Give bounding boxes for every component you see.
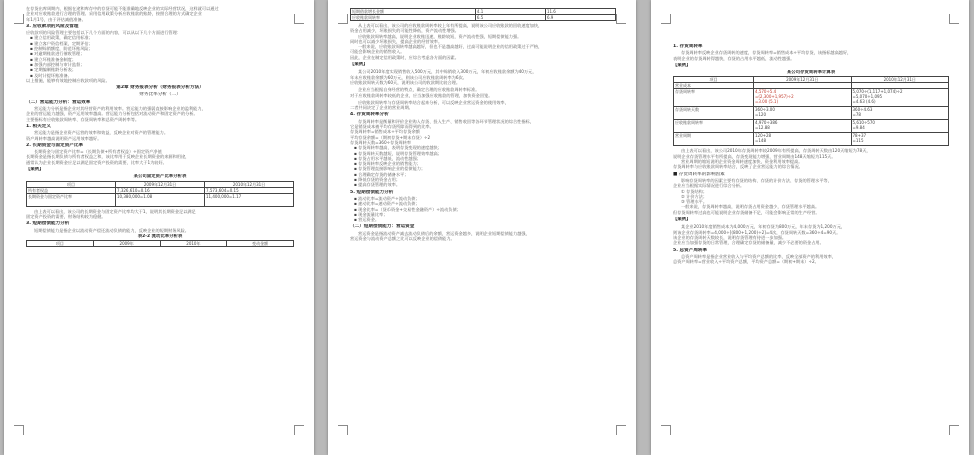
table-header: 2009年12月31日 bbox=[754, 77, 852, 83]
crop-mark bbox=[294, 425, 304, 435]
paragraph-line: 该企业的存货周转天数较长，说明存货管理有待进一步加强。 bbox=[673, 234, 787, 240]
paragraph-line: 同时也可以减少坏账损失，提高企业的经营效率。 bbox=[350, 38, 443, 44]
list-item: ▪ 存货占用水平越低，流动性越强； bbox=[350, 156, 616, 161]
table-cell: 6.9 bbox=[545, 15, 615, 21]
table-cell: 4,970÷386 =12.88 bbox=[754, 120, 852, 133]
table-cell: 短期借款增长金额 bbox=[351, 9, 476, 15]
paragraph-line: 存货周转率反映企业存货周转的速度，存货周转率=销售成本÷平均存货，该指标越高越好， bbox=[681, 50, 852, 56]
paragraph-line: 说明企业存货管理水平有所提高，存货变现能力增强，营业周期由148天缩短为115天。 bbox=[673, 153, 836, 159]
table-cell: 4,570÷5.4 =(2,300+1,957)÷2 =3.00 (5.1) bbox=[754, 89, 852, 107]
paragraph-line: 资金占用减少，坏账损失的可能性降低，资产流动性增强。 bbox=[350, 28, 459, 34]
crop-mark bbox=[338, 14, 348, 24]
paragraph-line: 二者共同决定了企业的营业周期。 bbox=[350, 105, 413, 111]
table-cell: 360÷4.63 =78 bbox=[851, 107, 949, 120]
table-row bbox=[351, 15, 616, 21]
paragraph-line: 存货周转率=销售成本÷平均存货余额 bbox=[350, 129, 420, 135]
paragraph-line: 企业应当加强存货的日常管理，合理确定存货的储备量，减少不必要的资金占用。 bbox=[673, 240, 824, 246]
table-cell: 应收账款周转率 bbox=[674, 120, 754, 133]
list-item: ③ 管理水平。 bbox=[681, 199, 708, 205]
table-header: 2010年12月31日 bbox=[851, 77, 949, 83]
list-item: ▪ 存货周转率反映企业的销售能力； bbox=[350, 161, 616, 166]
list-item: ▪ 存货周转率越高，表明存货变现的速度越快； bbox=[350, 145, 616, 150]
table-cell: 所有者权益 bbox=[27, 187, 116, 193]
example-tag: 【案例】 bbox=[673, 62, 691, 68]
table-cell: 7,326,610=0.16 bbox=[116, 187, 205, 193]
crop-mark bbox=[14, 425, 24, 435]
paragraph-line: 应收款项的风险管理主要包括以下几个方面的内容，可以从以下几个方面进行管理： bbox=[26, 30, 181, 36]
paragraph-line: 总资产周转率=营业收入÷平均资产总额，平均资产总额=（期初+期末）÷2。 bbox=[673, 259, 819, 265]
list-item: ▪ 现金流量比率； bbox=[350, 212, 616, 217]
paragraph-line: 企业应当根据实际情况进行综合分析。 bbox=[673, 183, 745, 189]
paragraph-line: 长期资金是指长期负债与所有者权益之和，该比率用于反映企业长期资金的来源和用途， bbox=[26, 154, 190, 160]
table-cell: 存货周转天数 bbox=[674, 107, 754, 120]
paragraph-line: 主要指标有应收账款周转率、存货周转率和总资产周转率等。 bbox=[26, 116, 140, 122]
table-cell: 5,610÷570 =9.84 bbox=[851, 120, 949, 133]
table-cell: 长期资金与固定资产比率 bbox=[27, 193, 116, 206]
table-cell: 营业周期 bbox=[674, 133, 754, 146]
paragraph-line: 企业对应收账款进行合理的管理。采用信用政策分析应收账款的账龄，按照合理的方式确定企业 bbox=[26, 11, 202, 17]
list-item: ▪ 控制赊销额度，防范坏账风险； bbox=[26, 46, 294, 51]
crop-mark bbox=[661, 425, 671, 435]
list-item: ▪ 营运资金。 bbox=[350, 217, 616, 222]
paragraph-line: 固定资产投资的需要，财务结构较为稳健。 bbox=[26, 213, 106, 219]
crop-mark bbox=[661, 14, 671, 24]
paragraph-line: 存货周转率与应收账款周转率结合，反映了企业营运能力的综合情况。 bbox=[673, 164, 803, 170]
paragraph-line: 年末应收账款余额为60万元，则该公司应收账款周转率为6次。 bbox=[350, 74, 467, 80]
table-header: 项目 bbox=[27, 241, 94, 247]
table-row bbox=[674, 133, 949, 146]
paragraph-line: 短期偿债能力是指企业以流动资产偿还流动负债的能力，反映企业的短期财务风险。 bbox=[34, 227, 189, 233]
table-row bbox=[27, 193, 294, 206]
paragraph-line: 由上表可以看出，该公司的长期资金与固定资产比率均大于1，说明其长期资金足以满足 bbox=[34, 208, 196, 214]
table-header: 2010年12月31日 bbox=[205, 181, 294, 187]
table-header: 2009年 bbox=[93, 241, 160, 247]
paragraph-line: 企业应当根据自身经营的特点，确定合理的应收账款周转率标准。 bbox=[358, 87, 480, 93]
example-tag: 【案例】 bbox=[350, 62, 368, 68]
inventory-turnover-table bbox=[673, 76, 949, 146]
paragraph-line: 应收账款周转天数为60天，说明该公司的收款期比较合理。 bbox=[350, 79, 461, 85]
table-caption: 表2-2 流动比率分析表 bbox=[137, 233, 183, 239]
table-row bbox=[674, 89, 949, 107]
document-page-2 bbox=[328, 0, 636, 455]
paragraph-line: 因此，企业在制定信用政策时，应综合考虑各方面的因素。 bbox=[350, 54, 459, 60]
list-item: ▪ 对逾期账款进行催收管理； bbox=[26, 51, 294, 56]
list-item: ▪ 现金比率=（货币资金+交易性金融资产）÷流动负债； bbox=[350, 207, 616, 212]
chapter-subtitle: 财务比率分析（二） bbox=[139, 92, 181, 98]
section-heading: 3. 短期偿债能力分析 bbox=[26, 221, 70, 227]
table-row bbox=[674, 120, 949, 133]
fixed-asset-ratio-table bbox=[26, 181, 294, 207]
document-page-1 bbox=[4, 0, 314, 455]
paragraph-line: 但存货周转率过高也可能说明企业存货储备不足，可能会影响正常的生产经营。 bbox=[673, 209, 820, 215]
paragraph-line: 通常认为企业长期资金应足以满足固定资产投资的需要，比率大于1为较好。 bbox=[26, 159, 167, 165]
paragraph-line: 一般来说，存货周转率越高，说明存货占用资金越少，存货管理水平越高。 bbox=[681, 204, 820, 210]
list-item: ▪ 速动比率=速动资产÷流动负债； bbox=[350, 201, 616, 206]
list-item: ① 存货结构； bbox=[681, 188, 708, 194]
paragraph-line: 在存货出库周期内，根据在途和库存中的存货可能不能准确地反映企业的实际经营状况，这样就可以通过 bbox=[26, 6, 219, 11]
paragraph-line: 总资产周转率是指企业营业收入与平均资产总额的比率，反映全部资产的利用效率， bbox=[681, 253, 836, 259]
table-cell: 11.6 bbox=[545, 9, 615, 15]
section-heading: 3. 应收款项的风险及管理 bbox=[26, 23, 79, 29]
crop-mark bbox=[616, 425, 626, 435]
section-heading: 1. 存货周转率 bbox=[673, 44, 703, 49]
crop-mark bbox=[294, 14, 304, 24]
crop-mark bbox=[616, 14, 626, 24]
crop-mark bbox=[949, 14, 959, 24]
example-tag: 【案例】 bbox=[26, 167, 44, 173]
table-caption: 某公司存货周转率计算表 bbox=[786, 70, 836, 76]
summary-table bbox=[350, 8, 616, 21]
page-3-content bbox=[673, 6, 949, 447]
crop-mark bbox=[949, 425, 959, 435]
list-item: ▪ 合理确定存货的储备水平； bbox=[350, 172, 616, 177]
table-cell: 78+37 =115 bbox=[851, 133, 949, 146]
section-heading: 5. 总资产周转率 bbox=[673, 247, 708, 253]
list-item: ② 计价方法； bbox=[681, 193, 708, 199]
paragraph-line: 影响存货周转率的因素主要有存货的结构、存货的计价方法、存货的管理水平等， bbox=[681, 177, 832, 183]
chapter-title: 第2章 财务报表分析（财务报表分析方法） bbox=[116, 85, 204, 91]
section-heading: 4. 存货周转率分析 bbox=[350, 112, 389, 118]
table-cell: 360÷3.00 =120 bbox=[754, 107, 852, 120]
paragraph-line: 企业的营运能力越强，资产运用效率越高。营运能力分析包括对流动资产和固定资产的分析。 bbox=[26, 111, 198, 117]
section-heading: （二）营运能力分析：营运效率 bbox=[26, 99, 91, 105]
table-header: 2009年12月31日 bbox=[116, 181, 205, 187]
section-heading: 1. 相关定义 bbox=[26, 123, 51, 129]
table-cell: 营业成本 bbox=[674, 83, 754, 89]
page-2-content bbox=[350, 6, 616, 447]
paragraph-line: 由上表可以看出，该公司2010年存货周转率较2009年有所提高，存货周转天数由120天缩短为78天， bbox=[681, 148, 871, 154]
paragraph-line: 年1月1号，由于评估减值准备。 bbox=[26, 16, 86, 22]
table-cell: 10,380,000=1.08 bbox=[116, 193, 205, 206]
list-item: ▪ 及时计提坏账准备。 bbox=[26, 73, 294, 78]
table-cell: 应收账款周转率 bbox=[351, 15, 476, 21]
document-page-3 bbox=[651, 0, 969, 455]
table-cell: 存货周转率 bbox=[674, 89, 754, 107]
paragraph-line: 从上表可以看出，该公司的应收账款周转率较上年有所提高，说明该公司应收账款的回收速度加快， bbox=[358, 23, 543, 28]
section-heading: ■ 存货周转率的影响因素 bbox=[673, 171, 725, 177]
paragraph-line: 平均存货余额=（期初存货+期末存货）÷2 bbox=[350, 134, 431, 140]
paragraph-line: 营运能力分析是指企业对其经营资产的利用效率。营运能力的强弱直接影响企业的盈利能力， bbox=[34, 106, 206, 112]
list-item: ▪ 建立信用政策，确定信用标准； bbox=[26, 35, 294, 40]
paragraph-line: 某公司2010年度实现销售收入500万元，其中赊销收入300万元，年初应收账款余额为40万元， bbox=[358, 69, 537, 75]
paragraph-line: 应收账款周转率与存货周转率结合起来分析，可以反映企业营运资金的使用效率， bbox=[358, 99, 509, 105]
paragraph-line: 某企业2010年度销售成本为4,000万元，年初存货为800万元，年末存货为1,200万元， bbox=[681, 224, 846, 230]
paragraph-line: 它是销货成本被平均存货所除而得到的比率。 bbox=[350, 124, 434, 130]
section-heading: （二）短期偿债能力：营运资金 bbox=[350, 224, 415, 230]
paragraph-line: 则该企业存货周转率=4,000÷[(800+1,200)÷2]=4次，存货周转天数=360÷4=90天。 bbox=[673, 229, 841, 235]
table-header: 项目 bbox=[674, 77, 754, 83]
list-item: ▪ 存货周转天数越短，说明存货管理效率越高； bbox=[350, 151, 616, 156]
paragraph-line: 营运资金与流动资产总额之比可以反映企业的偿债能力。 bbox=[350, 235, 455, 241]
paragraph-line: 可能会影响企业的销售收入。 bbox=[350, 49, 405, 55]
list-item: ▪ 加强内部控制与审计监督； bbox=[26, 62, 294, 67]
crop-mark bbox=[338, 425, 348, 435]
paragraph-line: 营运能力是指企业资产运营的效率和效益，反映企业对资产的管理能力。 bbox=[34, 130, 169, 136]
paragraph-line: 表明企业的存货周转得越快，存货的占用水平越低，流动性越强。 bbox=[673, 55, 795, 61]
table-cell: 11,400,000=1.17 bbox=[205, 193, 294, 206]
list-item: ▪ 定期编制账龄分析表； bbox=[26, 67, 294, 72]
crop-mark bbox=[14, 14, 24, 24]
list-item: ▪ 建立坏账准备金制度； bbox=[26, 57, 294, 62]
list-item: ▪ 流动比率=流动资产÷流动负债； bbox=[350, 196, 616, 201]
paragraph-line: 存货周转率是衡量和评价企业购入存货、投入生产、销售收回等各环节管理状况的综合性指标， bbox=[358, 118, 534, 124]
table-header: 项目 bbox=[27, 181, 116, 187]
paragraph-line: 以上措施，能够有效地控制应收款项的风险。 bbox=[26, 77, 110, 83]
list-item: ▪ 降低存货的资金占用； bbox=[350, 177, 616, 182]
current-ratio-table bbox=[26, 240, 294, 247]
list-item: ▪ 提高存货管理的效率。 bbox=[350, 182, 616, 187]
table-caption: 某公司固定资产比率分析表 bbox=[133, 174, 187, 180]
table-header: 变动金额 bbox=[227, 241, 294, 247]
table-cell: 7,573,604=0.15 bbox=[205, 187, 294, 193]
section-heading: 5. 短期偿债能力分析 bbox=[350, 189, 394, 195]
table-cell: 5,070÷(1,117+1,074)÷2 =5,070÷1,095 =4.63 (4.6) bbox=[851, 89, 949, 107]
paragraph-line: 营运资金是指流动资产减去流动负债后的余额，营运资金越多，说明企业短期偿债能力越强， bbox=[358, 230, 530, 236]
example-tag: 【案例】 bbox=[673, 217, 691, 223]
paragraph-line: 存货周转天数=360÷存货周转率 bbox=[350, 139, 412, 145]
list-item: ▪ 建立客户资信档案，定期评估； bbox=[26, 41, 294, 46]
paragraph-line: 营业周期的缩短说明企业资金周转速度加快，资金利用效率提高。 bbox=[681, 159, 803, 165]
table-cell: 4.1 bbox=[475, 9, 545, 15]
list-item: ▪ 存货管理直接影响企业的偿债能力； bbox=[350, 166, 616, 171]
paragraph-line: 应收账款周转率越高，说明企业收账迅速，账龄较短，资产流动性强，短期偿债能力强。 bbox=[358, 33, 522, 39]
section-heading: 2. 长期资金与固定资产比率 bbox=[26, 142, 84, 148]
table-header: 2010年 bbox=[160, 241, 227, 247]
paragraph-line: 对于应收账款周转率较低的企业，应当加强应收账款的管理，加快资金回笼。 bbox=[350, 92, 493, 98]
table-row bbox=[674, 107, 949, 120]
paragraph-line: 资产周转率越高说明资产运用效率越好。 bbox=[26, 135, 102, 141]
table-cell: 6.5 bbox=[475, 15, 545, 21]
table-cell: 120+28 =148 bbox=[754, 133, 852, 146]
paragraph-line: 长期资金与固定资产比率=（长期负债+所有者权益）÷固定资产净值 bbox=[34, 149, 162, 155]
paragraph-line: 一般来说，应收账款周转率越高越好，但也不是越高越好，过高可能说明企业的信用政策过于严格， bbox=[358, 44, 543, 50]
page-1-content bbox=[26, 6, 294, 447]
